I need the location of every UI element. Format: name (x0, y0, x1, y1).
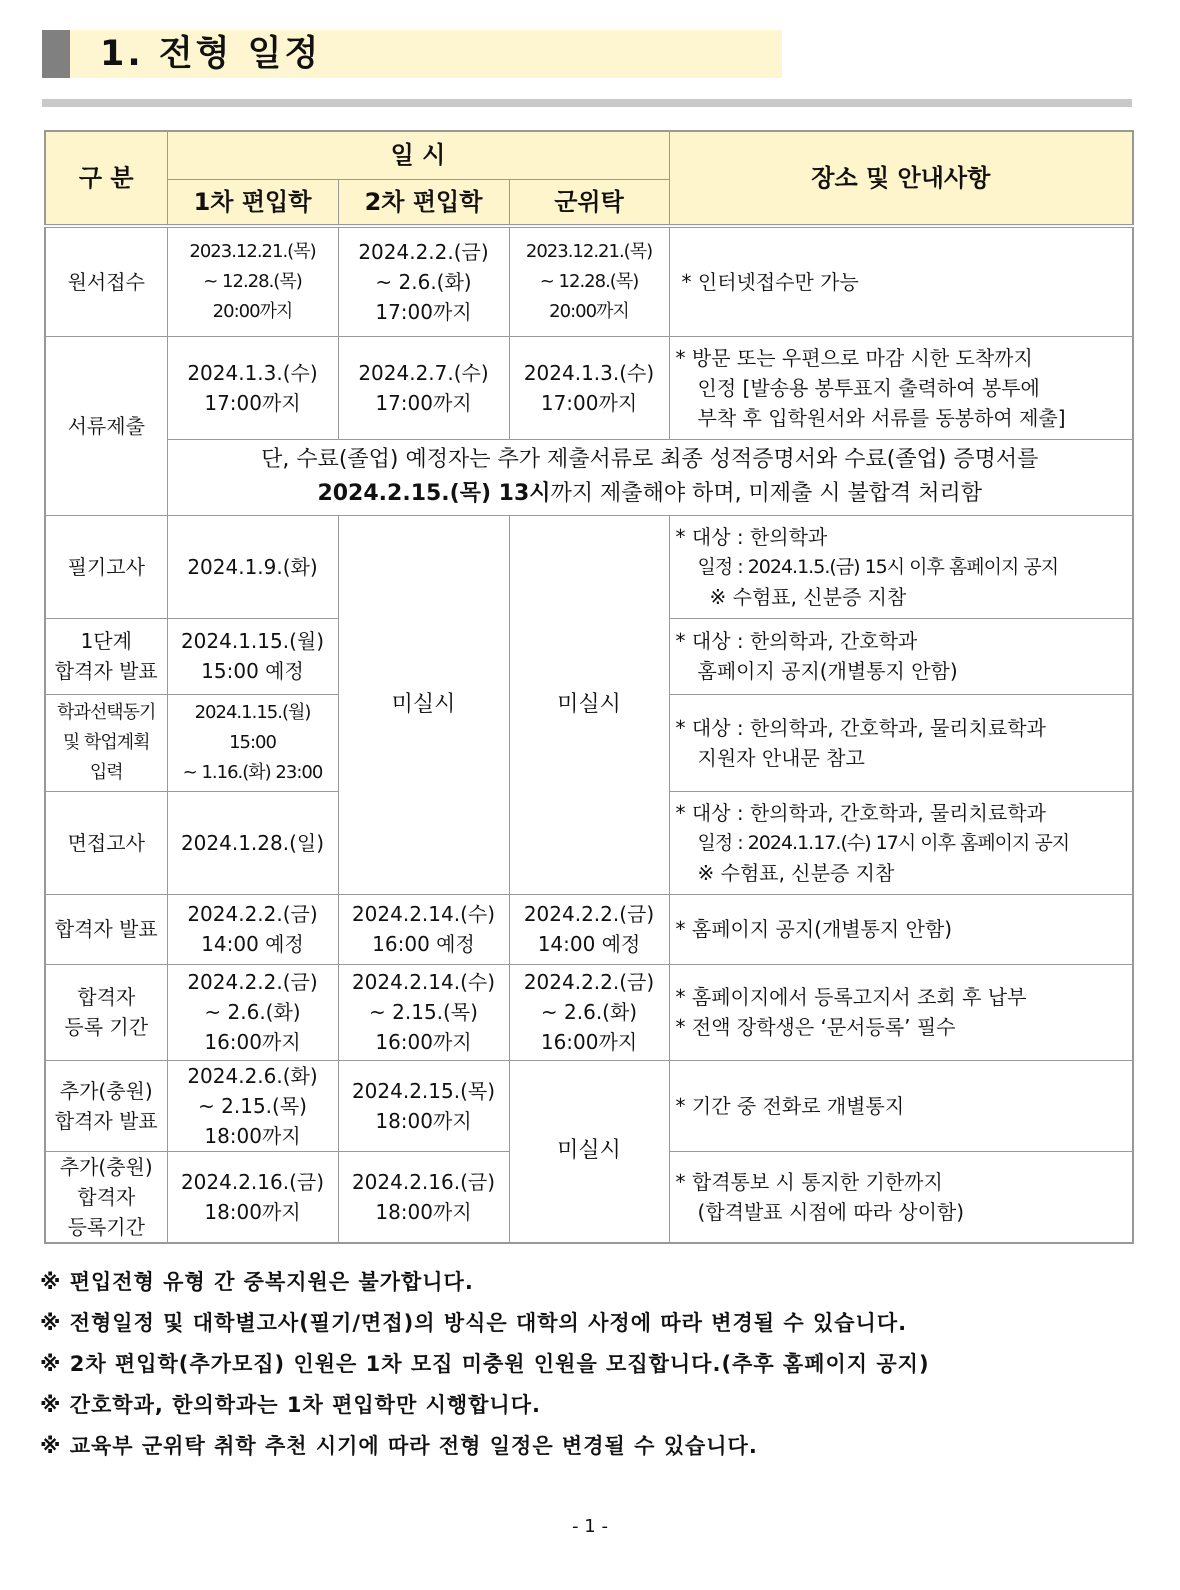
section-title: 1. 전형 일정 (100, 34, 322, 74)
header-round1: 1차 편입학 (167, 179, 338, 226)
date-cell: 2024.1.3.(수) 17:00까지 (167, 336, 338, 439)
date-cell: 2024.2.6.(화) ~ 2.15.(목) 18:00까지 (167, 1060, 338, 1151)
notes-list (40, 1262, 1140, 1467)
date-cell: 2024.2.2.(금) ~ 2.6.(화) 16:00까지 (509, 964, 669, 1060)
header-place: 장소 및 안내사항 (669, 131, 1133, 226)
table-row (45, 894, 1133, 964)
note-cell: * 홈페이지에서 등록고지서 조회 후 납부 * 전액 장학생은 ‘문서등록’ 필수 (669, 964, 1133, 1060)
date-cell: 2024.2.2.(금) ~ 2.6.(화) 16:00까지 (167, 964, 338, 1060)
documents-extra-note: 단, 수료(졸업) 예정자는 추가 제출서류로 최종 성적증명서와 수료(졸업) 증명서를 2024.2.15.(목) 13시까지 제출해야 하며, 미제출 시 불합격 처리함 (167, 439, 1133, 515)
note-item: ※ 간호학과, 한의학과는 1차 편입학만 시행합니다. (40, 1393, 541, 1417)
row-label: 면접고사 (45, 791, 167, 894)
section-title-box (42, 30, 782, 78)
date-cell: 2024.2.16.(금) 18:00까지 (338, 1151, 509, 1243)
date-cell: 2024.2.14.(수) 16:00 예정 (338, 894, 509, 964)
header-category: 구 분 (45, 131, 167, 226)
table-row (45, 515, 1133, 618)
date-cell: 2024.1.28.(일) (167, 791, 338, 894)
date-cell: 2023.12.21.(목) ~ 12.28.(목) 20:00까지 (167, 226, 338, 336)
table-row (45, 439, 1133, 515)
row-label: 추가(충원) 합격자 발표 (45, 1060, 167, 1151)
note-cell: * 대상 : 한의학과 일정 : 2024.1.5.(금) 15시 이후 홈페이지 공지 ※ 수험표, 신분증 지참 (669, 515, 1133, 618)
date-cell: 2024.2.2.(금) 14:00 예정 (167, 894, 338, 964)
row-label: 필기고사 (45, 515, 167, 618)
note-cell: * 합격통보 시 통지한 기한까지 (합격발표 시점에 따라 상이함) (669, 1151, 1133, 1243)
date-cell: 2024.2.2.(금) 14:00 예정 (509, 894, 669, 964)
note-cell: * 인터넷접수만 가능 (669, 226, 1133, 336)
date-cell: 2024.2.16.(금) 18:00까지 (167, 1151, 338, 1243)
schedule-table (44, 130, 1134, 1244)
note-item: ※ 교육부 군위탁 취학 추천 시기에 따라 전형 일정은 변경될 수 있습니다. (40, 1434, 758, 1458)
note-cell: * 대상 : 한의학과, 간호학과, 물리치료학과 지원자 안내문 참고 (669, 694, 1133, 791)
note-item: ※ 전형일정 및 대학별고사(필기/면접)의 방식은 대학의 사정에 따라 변경될 수 있습니다. (40, 1311, 908, 1335)
table-row (45, 226, 1133, 336)
row-label: 추가(충원) 합격자 등록기간 (45, 1151, 167, 1243)
note-item: ※ 2차 편입학(추가모집) 인원은 1차 모집 미충원 인원을 모집합니다.(추후 홈페이지 공지) (40, 1352, 930, 1376)
table-row (45, 964, 1133, 1060)
deadline-bold: 2024.2.15.(목) 13시 (317, 481, 551, 506)
divider (42, 99, 1132, 107)
header-datetime: 일 시 (167, 131, 669, 179)
note-item: ※ 편입전형 유형 간 중복지원은 불가합니다. (40, 1270, 474, 1294)
note-cell: * 대상 : 한의학과, 간호학과, 물리치료학과 일정 : 2024.1.17.(수) 17시 이후 홈페이지 공지 ※ 수험표, 신분증 지참 (669, 791, 1133, 894)
row-label: 원서접수 (45, 226, 167, 336)
date-cell: 2024.1.9.(화) (167, 515, 338, 618)
table-row (45, 336, 1133, 439)
note-cell: * 기간 중 전화로 개별통지 (669, 1060, 1133, 1151)
date-cell: 2023.12.21.(목) ~ 12.28.(목) 20:00까지 (509, 226, 669, 336)
date-cell: 2024.1.15.(월) 15:00 ~ 1.16.(화) 23:00 (167, 694, 338, 791)
date-cell: 2024.2.15.(목) 18:00까지 (338, 1060, 509, 1151)
header-military: 군위탁 (509, 179, 669, 226)
note-cell: * 홈페이지 공지(개별통지 안함) (669, 894, 1133, 964)
date-cell: 2024.2.7.(수) 17:00까지 (338, 336, 509, 439)
table-row (45, 1060, 1133, 1151)
header-round2: 2차 편입학 (338, 179, 509, 226)
not-held-cell: 미실시 (509, 515, 669, 894)
row-label: 합격자 등록 기간 (45, 964, 167, 1060)
date-cell: 2024.1.15.(월) 15:00 예정 (167, 618, 338, 694)
page-number: - 1 - (572, 1516, 608, 1537)
date-cell: 2024.2.2.(금) ~ 2.6.(화) 17:00까지 (338, 226, 509, 336)
not-held-cell: 미실시 (338, 515, 509, 894)
row-label: 1단계 합격자 발표 (45, 618, 167, 694)
row-label: 학과선택동기 및 학업계획 입력 (45, 694, 167, 791)
not-held-cell: 미실시 (509, 1060, 669, 1243)
note-cell: * 대상 : 한의학과, 간호학과 홈페이지 공지(개별통지 안함) (669, 618, 1133, 694)
date-cell: 2024.1.3.(수) 17:00까지 (509, 336, 669, 439)
row-label: 서류제출 (45, 336, 167, 515)
row-label: 합격자 발표 (45, 894, 167, 964)
note-cell: * 방문 또는 우편으로 마감 시한 도착까지 인정 [발송용 봉투표지 출력하여 봉투에 부착 후 입학원서와 서류를 동봉하여 제출] (669, 336, 1133, 439)
date-cell: 2024.2.14.(수) ~ 2.15.(목) 16:00까지 (338, 964, 509, 1060)
title-accent-bar (42, 30, 70, 78)
